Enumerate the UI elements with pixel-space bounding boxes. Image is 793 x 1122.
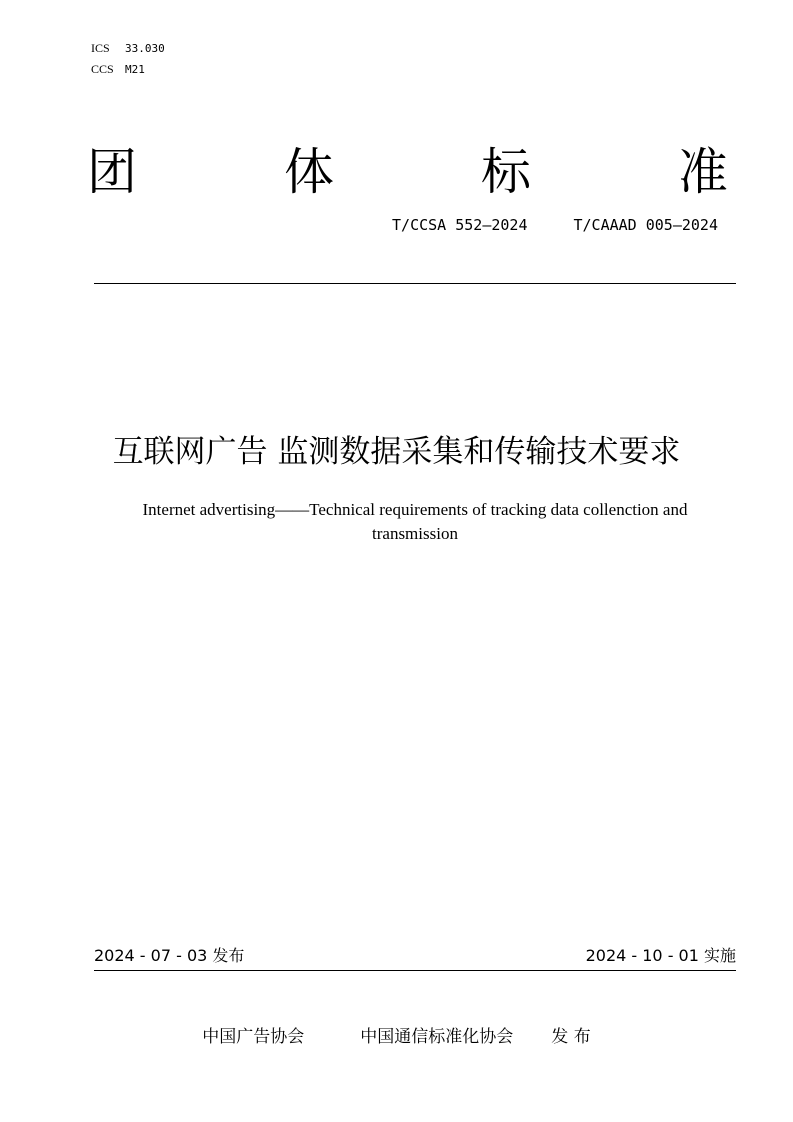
ics-label: ICS [91,41,110,55]
title-english: Internet advertising——Technical requirements of tracking data collenction and transmission [142,500,688,543]
category-char-2: 体 [284,143,334,201]
category-char-3: 标 [481,143,531,201]
category-char-1: 团 [87,143,137,201]
issuers [0,1024,793,1050]
standard-numbers [392,216,718,234]
ics-code [91,38,165,59]
standard-number-caaad: T/CAAAD 005—2024 [573,216,718,234]
classification-codes [91,38,165,80]
standard-number-ccsa: T/CCSA 552—2024 [392,216,528,234]
issue-action: 发 布 [551,1027,591,1047]
bottom-divider [94,970,736,971]
implement-date: 2024 - 10 - 01 实施 [585,946,736,965]
top-divider [94,283,736,284]
category-char-4: 准 [678,143,728,201]
title-chinese: 互联网广告 监测数据采集和传输技术要求 [112,434,681,470]
ics-value: 33.030 [125,42,165,55]
publish-date: 2024 - 07 - 03 发布 [94,946,245,965]
ccs-code [91,59,165,80]
ccs-label: CCS [91,62,114,76]
ccs-value: M21 [125,63,145,76]
issuer-cnaa: 中国广告协会 [202,1027,305,1047]
issuer-ccsa: 中国通信标准化协会 [360,1027,514,1047]
